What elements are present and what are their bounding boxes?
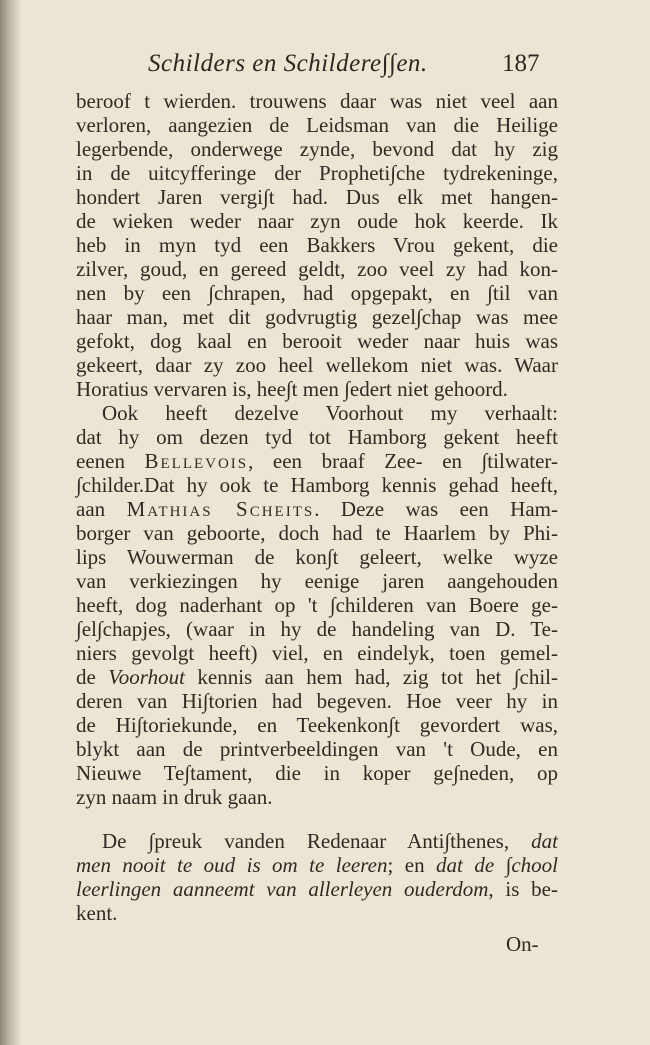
- text-line: [76, 665, 558, 689]
- text-line: [102, 829, 558, 853]
- person-name: Mathias Scheits: [126, 497, 315, 521]
- person-name: Bellevois: [144, 449, 249, 473]
- text-run: ; en: [387, 853, 437, 877]
- text-line: Ook heeft dezelve Voorhout my verhaalt:: [102, 401, 558, 425]
- text-line: in de uitcyfferinge der Propheti∫che tydrekeninge,: [76, 161, 558, 185]
- quote-italic: dat de ∫chool: [436, 853, 559, 877]
- text-line: Horatius vervaren is, hee∫t men ∫edert niet gehoord.: [76, 377, 508, 401]
- text-run: eenen: [76, 449, 145, 473]
- text-line: ∫el∫chapjes, (waar in hy de handeling van D. Te-: [76, 617, 558, 641]
- text-line: dat hy om dezen tyd tot Hamborg gekent heeft: [76, 425, 558, 449]
- text-line: hondert Jaren vergi∫t had. Dus elk met hangen-: [76, 185, 558, 209]
- person-name-italic: Voorhout: [108, 665, 185, 689]
- text-run: de: [76, 665, 109, 689]
- text-line: heeft, dog naderhant op 't ∫childeren van Boere ge-: [76, 593, 558, 617]
- text-line: blykt aan de printverbeeldingen van 't Oude, en: [76, 737, 558, 761]
- text-line: beroof t wierden. trouwens daar was niet veel aan: [76, 89, 558, 113]
- quote-italic: dat: [531, 829, 558, 853]
- text-line: haar man, met dit godvrugtig gezel∫chap was mee: [76, 305, 558, 329]
- text-line: zyn naam in druk gaan.: [76, 785, 273, 809]
- text-line: niers gevolgt heeft) viel, en eindelyk, toen gemel-: [76, 641, 558, 665]
- text-line: [76, 497, 558, 521]
- text-line: Nieuwe Te∫tament, die in koper ge∫neden, op: [76, 761, 558, 785]
- text-line: gefokt, dog kaal en berooit weder naar huis was: [76, 329, 558, 353]
- text-line: gekeert, daar zy zoo heel wellekom niet was. Waar: [76, 353, 558, 377]
- text-line: zilver, goud, en gereed geldt, zoo veel zy had kon-: [76, 257, 558, 281]
- text-line: legerbende, onderwege zynde, bevond dat hy zig: [76, 137, 558, 161]
- catchword: On-: [506, 932, 539, 956]
- text-line: ∫childer.Dat hy ook te Hamborg kennis gehad heeft,: [76, 473, 558, 497]
- text-line: borger van geboorte, doch had te Haarlem by Phi-: [76, 521, 558, 545]
- text-run: De ∫preuk vanden Redenaar Anti∫thenes,: [102, 829, 532, 853]
- text-run: aan: [76, 497, 127, 521]
- text-line: de Hi∫toriekunde, en Teekenkon∫t gevordert was,: [76, 713, 558, 737]
- text-line: [76, 449, 558, 473]
- quote-italic: leerlingen aanneemt van allerleyen ouderdom: [76, 877, 489, 901]
- text-run: . Deze was een Ham-: [314, 497, 558, 521]
- text-line: verloren, aangezien de Leidsman van die Heilige: [76, 113, 558, 137]
- page-header: [0, 50, 650, 86]
- running-head: Schilders en Schildere∫∫en.: [148, 50, 428, 77]
- text-line: heb in myn tyd een Bakkers Vrou gekent, die: [76, 233, 558, 257]
- text-line: lips Wouwerman de kon∫t geleert, welke wyze: [76, 545, 558, 569]
- quote-italic: men nooit te oud is om te leeren: [76, 853, 388, 877]
- text-run: , is be-: [488, 877, 558, 901]
- text-line: nen by een ∫chrapen, had opgepakt, en ∫til van: [76, 281, 558, 305]
- page-number: 187: [502, 50, 540, 77]
- page-gutter-shadow: [0, 0, 22, 1045]
- text-line: [76, 853, 558, 877]
- text-line: van verkiezingen hy eenige jaren aangehouden: [76, 569, 558, 593]
- text-run: kennis aan hem had, zig tot het ∫chil-: [184, 665, 558, 689]
- text-run: , een braaf Zee- en ∫tilwater-: [248, 449, 558, 473]
- text-line: kent.: [76, 901, 118, 925]
- text-line: [76, 877, 558, 901]
- text-line: de wieken weder naar zyn oude hok keerde. Ik: [76, 209, 558, 233]
- text-line: deren van Hi∫torien had begeven. Hoe veer hy in: [76, 689, 558, 713]
